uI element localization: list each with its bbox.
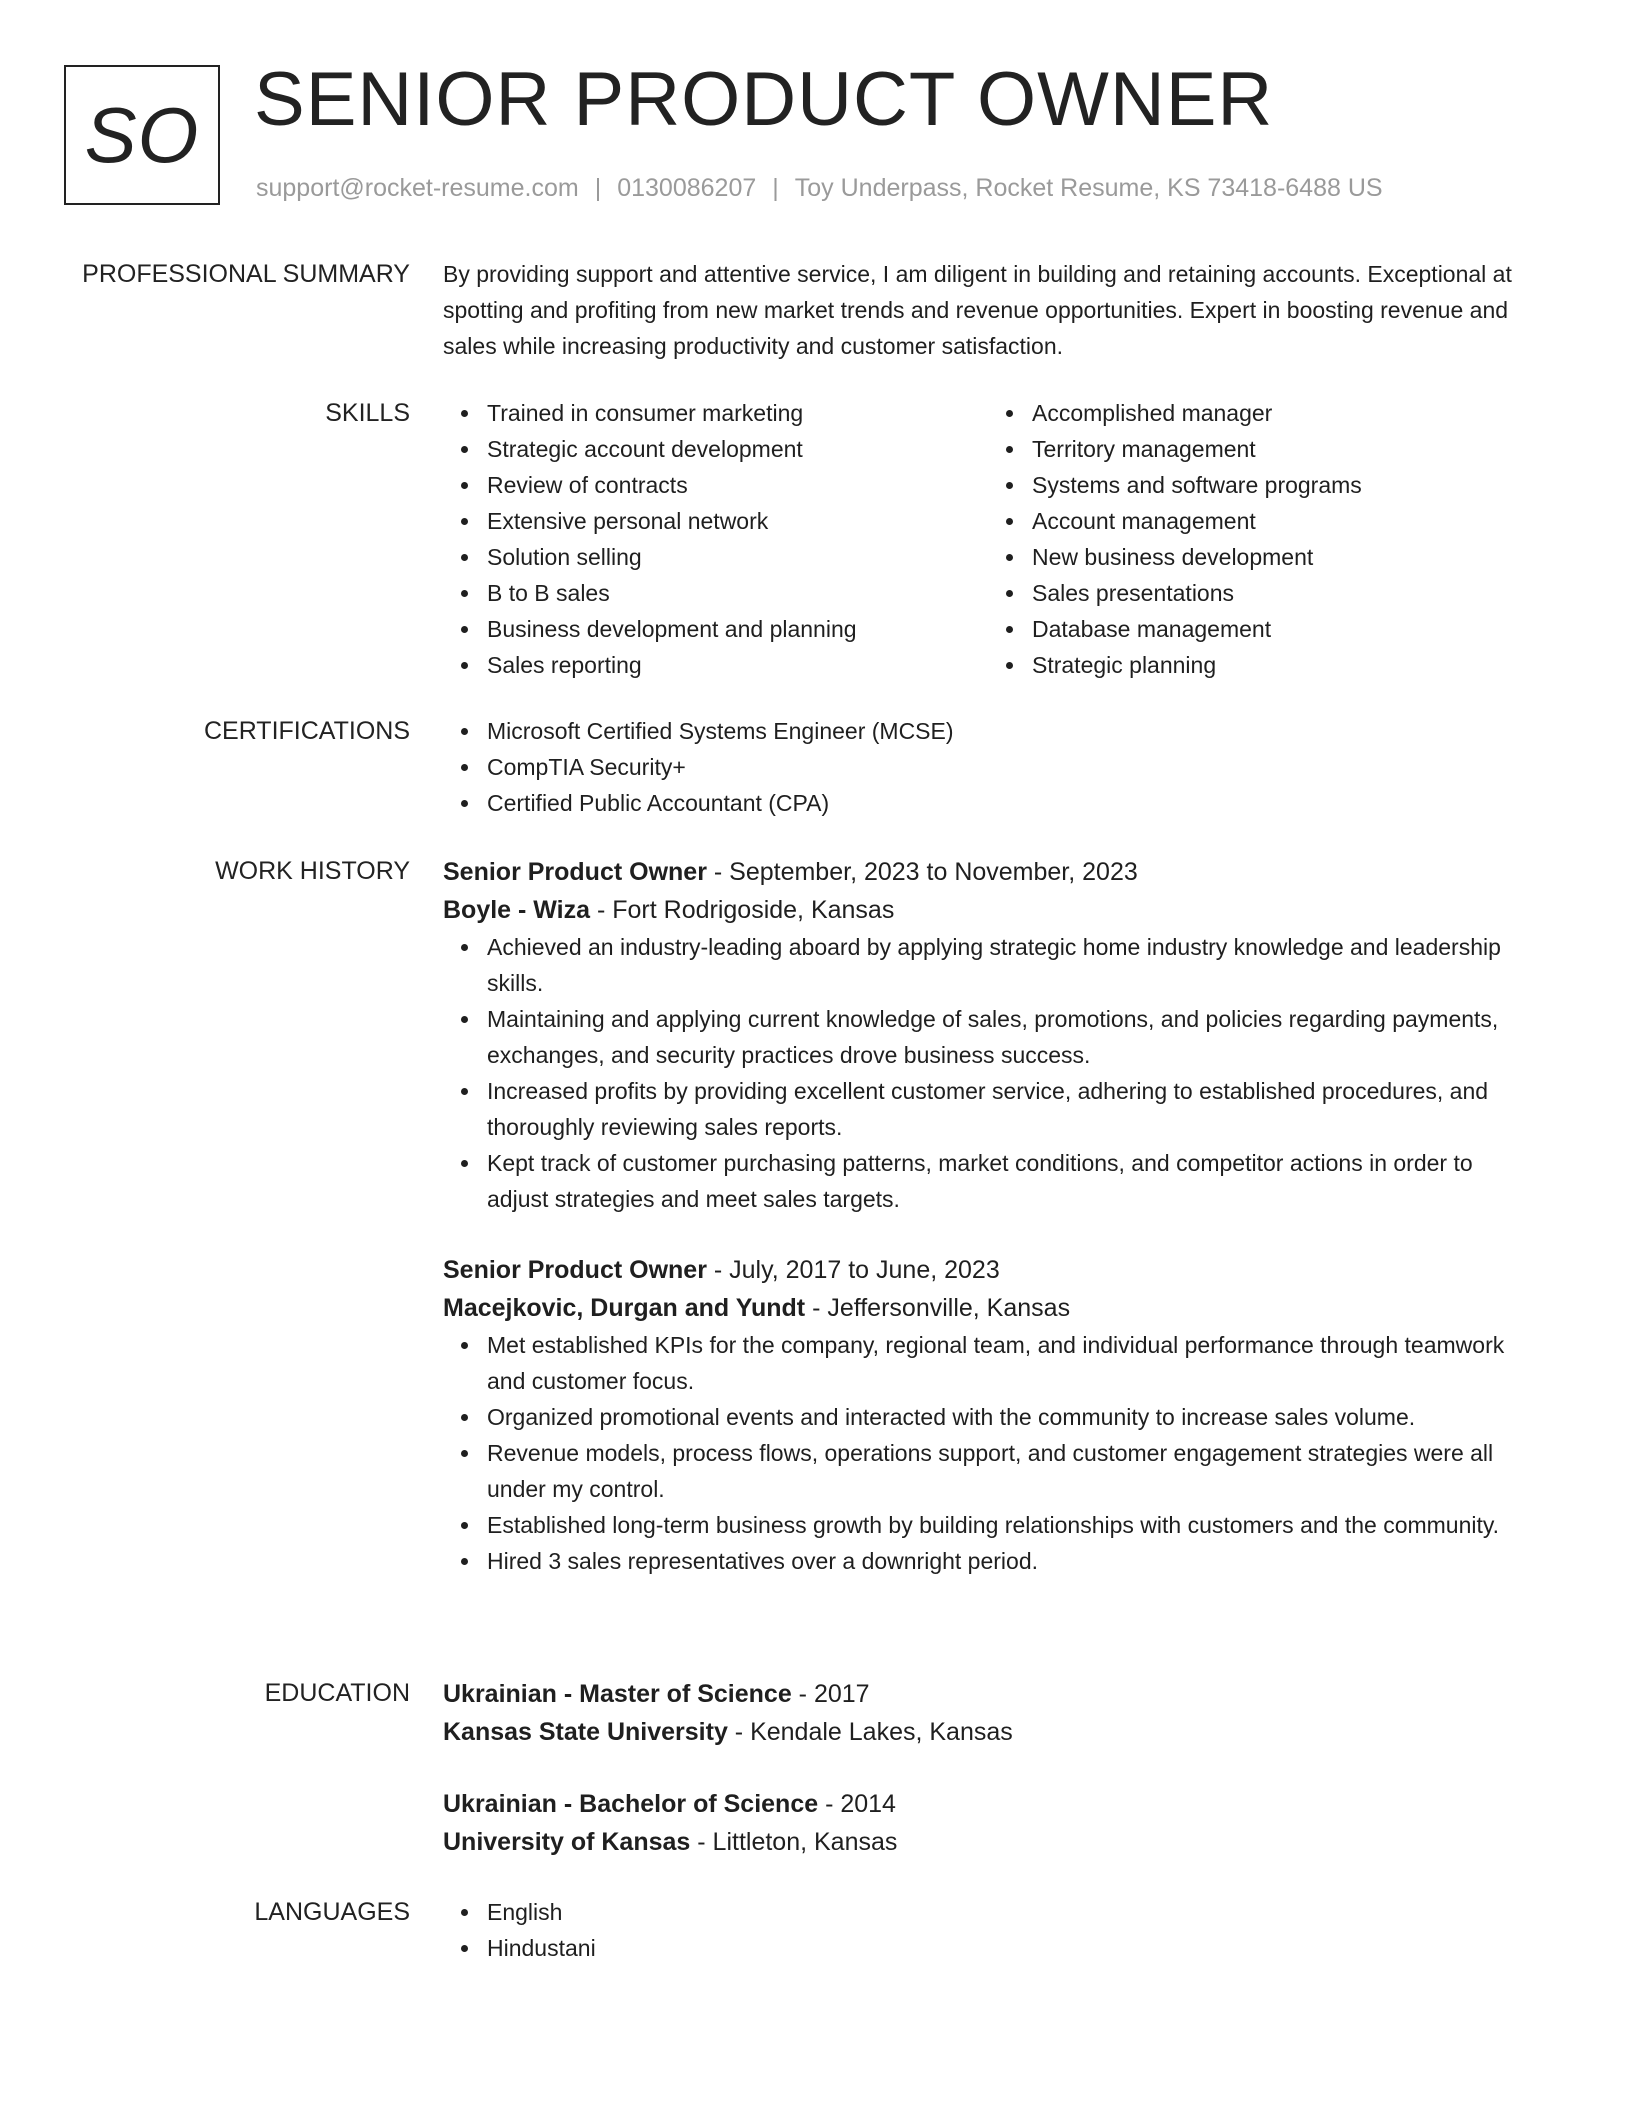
education-school-line — [443, 1713, 1533, 1751]
contact-phone: 0130086207 — [617, 174, 757, 202]
job-duty-item: Increased profits by providing excellent customer service, adhering to established procedures, and thoroughly reviewing sales reports. — [487, 1073, 1533, 1145]
education-school: University of Kansas — [443, 1828, 691, 1856]
education-year: - 2017 — [791, 1680, 870, 1708]
skill-item: Territory management — [1032, 431, 1533, 467]
language-item: Hindustani — [487, 1930, 1533, 1966]
contact-line — [256, 174, 1383, 203]
skill-item: Account management — [1032, 503, 1533, 539]
contact-address: Toy Underpass, Rocket Resume, KS 73418-6488 US — [794, 174, 1383, 202]
education-body — [443, 1675, 1533, 1861]
job-title-line — [443, 1251, 1533, 1289]
education-year: - 2014 — [818, 1790, 896, 1818]
job-duty-item: Established long-term business growth by building relationships with customers and the community. — [487, 1507, 1533, 1543]
entry-spacer — [443, 1217, 1533, 1251]
job-dates: - September, 2023 to November, 2023 — [706, 858, 1138, 886]
job-location: - Jeffersonville, Kansas — [805, 1294, 1071, 1322]
monogram-badge: SO — [64, 65, 220, 205]
job-title: Senior Product Owner — [443, 858, 707, 886]
skill-item: Sales presentations — [1032, 575, 1533, 611]
certification-item: Certified Public Accountant (CPA) — [487, 785, 1533, 821]
skill-item: Business development and planning — [487, 611, 988, 647]
job-company-line — [443, 1289, 1533, 1327]
skill-item: Trained in consumer marketing — [487, 395, 988, 431]
section-label-summary: PROFESSIONAL SUMMARY — [82, 260, 410, 288]
certifications-body — [443, 713, 1533, 821]
job-company-line — [443, 891, 1533, 929]
contact-separator: | — [594, 174, 602, 202]
job-duty-item: Kept track of customer purchasing patterns, market conditions, and competitor actions in order to adjust strategies and meet sales targets. — [487, 1145, 1533, 1217]
skill-item: Sales reporting — [487, 647, 988, 683]
education-degree-line — [443, 1785, 1533, 1823]
skill-item: Accomplished manager — [1032, 395, 1533, 431]
job-duty-item: Maintaining and applying current knowledge of sales, promotions, and policies regarding payments, exchanges, and security practices drove business success. — [487, 1001, 1533, 1073]
section-label-education: EDUCATION — [264, 1679, 410, 1707]
education-entry — [443, 1785, 1533, 1861]
job-duty-item: Revenue models, process flows, operations support, and customer engagement strategies were all under my control. — [487, 1435, 1533, 1507]
section-label-certifications: CERTIFICATIONS — [203, 717, 410, 745]
education-entry — [443, 1675, 1533, 1751]
job-entry — [443, 1251, 1533, 1579]
skill-item: Review of contracts — [487, 467, 988, 503]
job-duty-item: Achieved an industry-leading aboard by applying strategic home industry knowledge and leadership skills. — [487, 929, 1533, 1001]
job-duties-list — [443, 1327, 1533, 1579]
education-degree-line — [443, 1675, 1533, 1713]
education-school: Kansas State University — [443, 1718, 728, 1746]
certifications-list — [443, 713, 1533, 821]
education-location: - Littleton, Kansas — [690, 1828, 898, 1856]
section-label-skills: SKILLS — [325, 399, 410, 427]
skill-item: Solution selling — [487, 539, 988, 575]
job-dates: - July, 2017 to June, 2023 — [706, 1256, 1000, 1284]
skill-item: Database management — [1032, 611, 1533, 647]
job-duty-item: Organized promotional events and interacted with the community to increase sales volume. — [487, 1399, 1533, 1435]
job-duty-item: Met established KPIs for the company, regional team, and individual performance through teamwork and customer focus. — [487, 1327, 1533, 1399]
job-title-line — [443, 853, 1533, 891]
job-company: Boyle - Wiza — [443, 896, 591, 924]
skill-item: Strategic planning — [1032, 647, 1533, 683]
skill-item: New business development — [1032, 539, 1533, 575]
section-label-work-history: WORK HISTORY — [215, 857, 410, 885]
work-history-body — [443, 853, 1533, 1579]
education-school-line — [443, 1823, 1533, 1861]
certification-item: CompTIA Security+ — [487, 749, 1533, 785]
skill-item: Strategic account development — [487, 431, 988, 467]
skill-item: Extensive personal network — [487, 503, 988, 539]
entry-spacer — [443, 1751, 1533, 1785]
summary-text: By providing support and attentive service, I am diligent in building and retaining accounts. Exceptional at spotting and profiting from new market trends and revenue opportunities. Expert in boosting revenue and sales while increasing productivity and customer satisfaction. — [443, 261, 1512, 359]
education-degree: Ukrainian - Bachelor of Science — [443, 1790, 819, 1818]
skill-item: Systems and software programs — [1032, 467, 1533, 503]
job-company: Macejkovic, Durgan and Yundt — [443, 1294, 806, 1322]
job-location: - Fort Rodrigoside, Kansas — [590, 896, 895, 924]
skills-list-left — [443, 395, 988, 683]
job-duty-item: Hired 3 sales representatives over a downright period. — [487, 1543, 1533, 1579]
contact-separator: | — [772, 174, 779, 202]
job-title: Senior Product Owner — [443, 1256, 707, 1284]
certification-item: Microsoft Certified Systems Engineer (MCSE) — [487, 713, 1533, 749]
skill-item: B to B sales — [487, 575, 988, 611]
language-item: English — [487, 1894, 1533, 1930]
resume-title: SENIOR PRODUCT OWNER — [254, 57, 1274, 142]
education-location: - Kendale Lakes, Kansas — [727, 1718, 1013, 1746]
education-degree: Ukrainian - Master of Science — [443, 1680, 792, 1708]
skills-list-right — [988, 395, 1533, 683]
skills-columns — [443, 395, 1533, 683]
contact-email: support@rocket-resume.com — [256, 174, 579, 202]
job-duties-list — [443, 929, 1533, 1217]
languages-list — [443, 1894, 1533, 1966]
job-entry — [443, 853, 1533, 1217]
languages-body — [443, 1894, 1533, 1966]
section-label-languages: LANGUAGES — [254, 1898, 410, 1926]
